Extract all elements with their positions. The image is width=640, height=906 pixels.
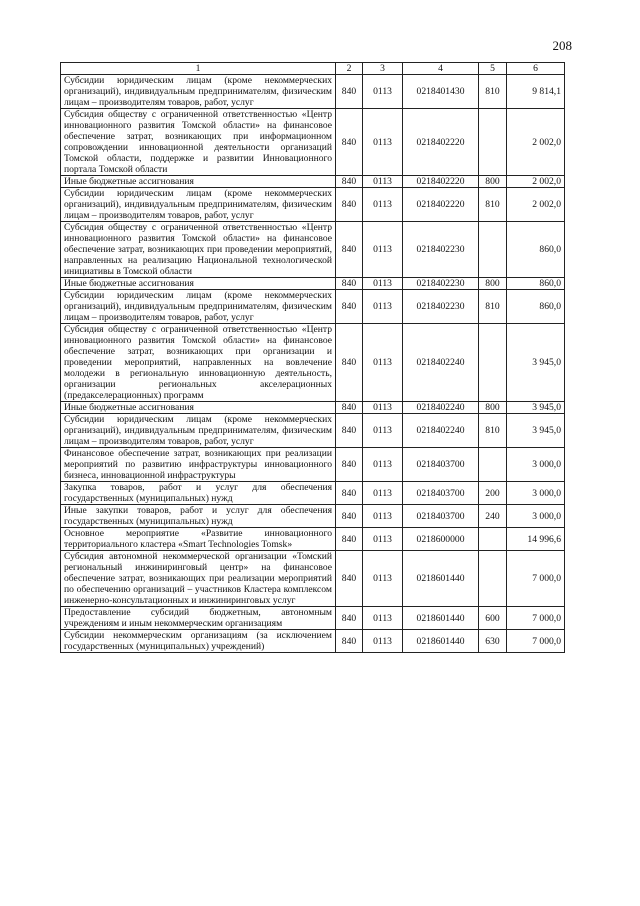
expense-type-cell: 810 <box>479 414 507 448</box>
amount-cell: 860,0 <box>507 278 565 290</box>
table-row <box>61 188 565 222</box>
target-article-cell: 0218601440 <box>403 630 479 653</box>
table-row <box>61 607 565 630</box>
expense-type-cell: 810 <box>479 290 507 324</box>
row-name-cell: Закупка товаров, работ и услуг для обеспечения государственных (муниципальных) нужд <box>61 482 336 505</box>
table-row <box>61 551 565 607</box>
section-code-cell: 0113 <box>363 630 403 653</box>
amount-cell: 2 002,0 <box>507 188 565 222</box>
row-name-cell: Субсидия автономной некоммерческой организации «Томский региональный инжиниринговый центр» на финансовое обеспечение затрат, возникающих при реализации мероприятий по обеспечению организаций – участников Кластера комплексом инженерно-консультационных и инжиниринговых услуг <box>61 551 336 607</box>
expense-type-cell <box>479 528 507 551</box>
expense-type-cell <box>479 551 507 607</box>
table-row <box>61 290 565 324</box>
amount-cell: 2 002,0 <box>507 109 565 176</box>
target-article-cell: 0218601440 <box>403 607 479 630</box>
row-name-cell: Финансовое обеспечение затрат, возникающих при реализации мероприятий по развитию инфраструктуры инновационного бизнеса, инновационной инфраструктуры <box>61 448 336 482</box>
section-code-cell: 0113 <box>363 324 403 402</box>
table-row <box>61 324 565 402</box>
expense-type-cell: 630 <box>479 630 507 653</box>
amount-cell: 3 000,0 <box>507 482 565 505</box>
section-code-cell: 0113 <box>363 290 403 324</box>
admin-code-cell: 840 <box>336 528 363 551</box>
section-code-cell: 0113 <box>363 402 403 414</box>
amount-cell: 3 945,0 <box>507 414 565 448</box>
table-row <box>61 528 565 551</box>
expense-type-cell: 600 <box>479 607 507 630</box>
table-row <box>61 109 565 176</box>
amount-cell: 7 000,0 <box>507 630 565 653</box>
page-number: 208 <box>552 38 572 53</box>
amount-cell: 860,0 <box>507 222 565 278</box>
table-row <box>61 402 565 414</box>
table-row <box>61 630 565 653</box>
target-article-cell: 0218402230 <box>403 222 479 278</box>
expense-type-cell: 200 <box>479 482 507 505</box>
row-name-cell: Субсидии юридическим лицам (кроме некоммерческих организаций), индивидуальным предпринимателям, физическим лицам – производителям товаров, работ, услуг <box>61 414 336 448</box>
table-row <box>61 222 565 278</box>
amount-cell: 860,0 <box>507 290 565 324</box>
admin-code-cell: 840 <box>336 505 363 528</box>
expense-type-cell: 810 <box>479 75 507 109</box>
amount-cell: 9 814,1 <box>507 75 565 109</box>
section-code-cell: 0113 <box>363 222 403 278</box>
expense-type-cell <box>479 109 507 176</box>
row-name-cell: Субсидия обществу с ограниченной ответственностью «Центр инновационного развития Томской области» на финансовое обеспечение затрат, возникающих при проведении мероприятий, направленных на реализацию Национальной технологической инициативы в Томской области <box>61 222 336 278</box>
admin-code-cell: 840 <box>336 290 363 324</box>
expense-type-cell <box>479 222 507 278</box>
target-article-cell: 0218402220 <box>403 109 479 176</box>
budget-table <box>60 62 565 653</box>
target-article-cell: 0218402240 <box>403 402 479 414</box>
admin-code-cell: 840 <box>336 551 363 607</box>
row-name-cell: Иные бюджетные ассигнования <box>61 278 336 290</box>
column-header: 6 <box>507 63 565 75</box>
expense-type-cell <box>479 448 507 482</box>
admin-code-cell: 840 <box>336 448 363 482</box>
column-header: 3 <box>363 63 403 75</box>
column-header: 5 <box>479 63 507 75</box>
row-name-cell: Субсидии некоммерческим организациям (за исключением государственных (муниципальных) учреждений) <box>61 630 336 653</box>
admin-code-cell: 840 <box>336 630 363 653</box>
target-article-cell: 0218403700 <box>403 448 479 482</box>
amount-cell: 3 945,0 <box>507 402 565 414</box>
section-code-cell: 0113 <box>363 278 403 290</box>
target-article-cell: 0218403700 <box>403 482 479 505</box>
row-name-cell: Иные бюджетные ассигнования <box>61 176 336 188</box>
expense-type-cell: 810 <box>479 188 507 222</box>
section-code-cell: 0113 <box>363 414 403 448</box>
target-article-cell: 0218403700 <box>403 505 479 528</box>
column-header: 1 <box>61 63 336 75</box>
amount-cell: 3 945,0 <box>507 324 565 402</box>
target-article-cell: 0218401430 <box>403 75 479 109</box>
target-article-cell: 0218601440 <box>403 551 479 607</box>
admin-code-cell: 840 <box>336 402 363 414</box>
admin-code-cell: 840 <box>336 607 363 630</box>
admin-code-cell: 840 <box>336 222 363 278</box>
column-header: 4 <box>403 63 479 75</box>
row-name-cell: Субсидии юридическим лицам (кроме некоммерческих организаций), индивидуальным предпринимателям, физическим лицам – производителям товаров, работ, услуг <box>61 188 336 222</box>
section-code-cell: 0113 <box>363 528 403 551</box>
target-article-cell: 0218600000 <box>403 528 479 551</box>
admin-code-cell: 840 <box>336 188 363 222</box>
admin-code-cell: 840 <box>336 109 363 176</box>
amount-cell: 7 000,0 <box>507 551 565 607</box>
target-article-cell: 0218402240 <box>403 324 479 402</box>
target-article-cell: 0218402220 <box>403 176 479 188</box>
expense-type-cell: 800 <box>479 278 507 290</box>
section-code-cell: 0113 <box>363 75 403 109</box>
section-code-cell: 0113 <box>363 188 403 222</box>
table-row <box>61 482 565 505</box>
admin-code-cell: 840 <box>336 324 363 402</box>
section-code-cell: 0113 <box>363 176 403 188</box>
expense-type-cell <box>479 324 507 402</box>
amount-cell: 2 002,0 <box>507 176 565 188</box>
expense-type-cell: 240 <box>479 505 507 528</box>
row-name-cell: Субсидии юридическим лицам (кроме некоммерческих организаций), индивидуальным предпринимателям, физическим лицам – производителям товаров, работ, услуг <box>61 290 336 324</box>
row-name-cell: Предоставление субсидий бюджетным, автономным учреждениям и иным некоммерческим организациям <box>61 607 336 630</box>
section-code-cell: 0113 <box>363 551 403 607</box>
row-name-cell: Иные бюджетные ассигнования <box>61 402 336 414</box>
row-name-cell: Основное мероприятие «Развитие инновационного территориального кластера «Smart Technologies Tomsk» <box>61 528 336 551</box>
section-code-cell: 0113 <box>363 505 403 528</box>
section-code-cell: 0113 <box>363 109 403 176</box>
table-row <box>61 176 565 188</box>
row-name-cell: Иные закупки товаров, работ и услуг для обеспечения государственных (муниципальных) нужд <box>61 505 336 528</box>
expense-type-cell: 800 <box>479 176 507 188</box>
row-name-cell: Субсидии юридическим лицам (кроме некоммерческих организаций), индивидуальным предпринимателям, физическим лицам – производителям товаров, работ, услуг <box>61 75 336 109</box>
admin-code-cell: 840 <box>336 176 363 188</box>
target-article-cell: 0218402240 <box>403 414 479 448</box>
target-article-cell: 0218402230 <box>403 278 479 290</box>
table-row <box>61 278 565 290</box>
target-article-cell: 0218402230 <box>403 290 479 324</box>
expense-type-cell: 800 <box>479 402 507 414</box>
table-row <box>61 448 565 482</box>
section-code-cell: 0113 <box>363 482 403 505</box>
table-row <box>61 505 565 528</box>
table-header-row <box>61 63 565 75</box>
section-code-cell: 0113 <box>363 448 403 482</box>
row-name-cell: Субсидия обществу с ограниченной ответственностью «Центр инновационного развития Томской области» на финансовое обеспечение затрат, возникающих при информационном сопровождении инновационной деятельности организаций Томской области, поддержке и развитии Инновационного портала Томской области <box>61 109 336 176</box>
section-code-cell: 0113 <box>363 607 403 630</box>
row-name-cell: Субсидия обществу с ограниченной ответственностью «Центр инновационного развития Томской области» на финансовое обеспечение затрат, возникающих при организации и проведении мероприятий, направленных на вовлечение молодежи в региональную инновационную деятельность, организации региональных акселерационных (предакселерационных) программ <box>61 324 336 402</box>
admin-code-cell: 840 <box>336 75 363 109</box>
amount-cell: 3 000,0 <box>507 448 565 482</box>
admin-code-cell: 840 <box>336 482 363 505</box>
amount-cell: 3 000,0 <box>507 505 565 528</box>
table-row <box>61 75 565 109</box>
admin-code-cell: 840 <box>336 414 363 448</box>
target-article-cell: 0218402220 <box>403 188 479 222</box>
admin-code-cell: 840 <box>336 278 363 290</box>
amount-cell: 7 000,0 <box>507 607 565 630</box>
table-row <box>61 414 565 448</box>
amount-cell: 14 996,6 <box>507 528 565 551</box>
column-header: 2 <box>336 63 363 75</box>
